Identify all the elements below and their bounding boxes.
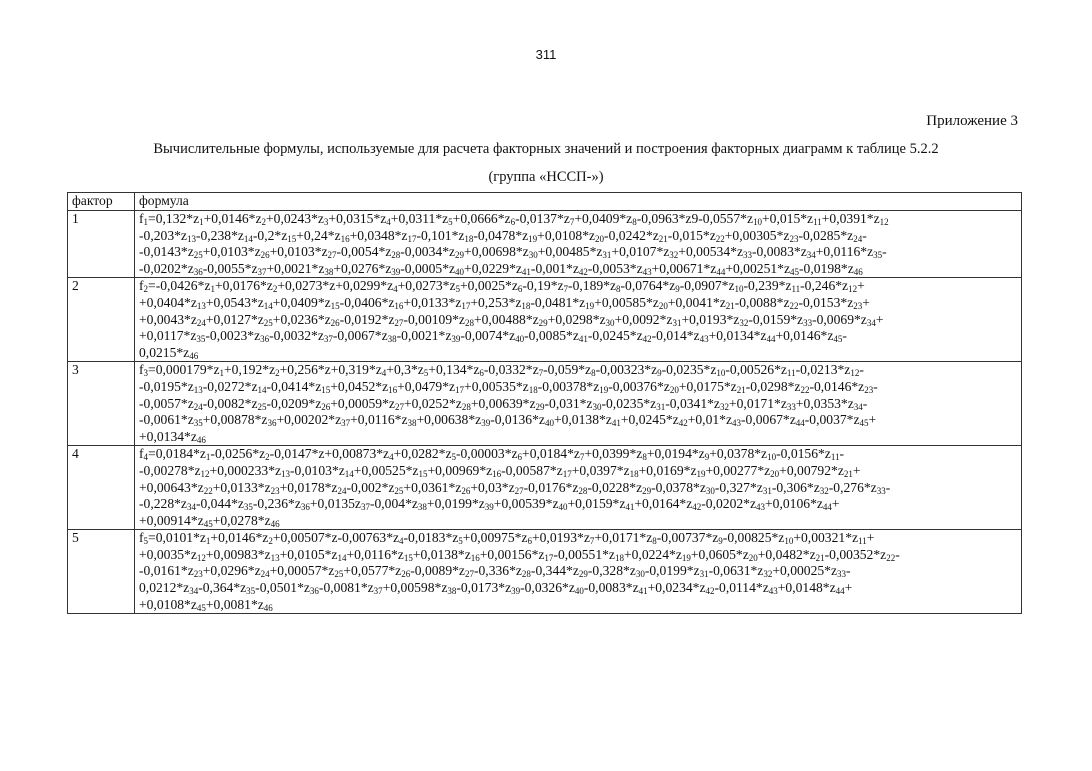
formula-line: $f_5=0,0101*z_1+0,0146*z_2+0,00507*z-0,00763*z_4-0,0183*z_5+0,00975*z_6+0,0193*z_7+0,0171*z_8-0,00737*z_9-0,00825*z_{10}+0,00321*z_{11}+$ [139, 530, 875, 547]
formula-cell [135, 211, 1022, 278]
formula-line: $-0,0202*z_{36}-0,0055*z_{37}+0,0021*z_{38}+0,0276*z_{39}-0,0005*z_{40}+0,0229*z_{41}-0,001*z_{42}-0,0053*z_{43}+0,00671*z_{44}+0,00251*z_{45}-0,0198*z_{46}$ [139, 260, 863, 277]
table-header-row [68, 193, 1022, 211]
table-subcaption: (группа «НССП-») [488, 169, 604, 185]
factor-cell: 1 [68, 211, 135, 278]
formula-cell [135, 530, 1022, 614]
factor-cell: 2 [68, 278, 135, 362]
formula-line: $-0,0161*z_{23}+0,0296*z_{24}+0,00057*z_{25}+0,0577*z_{26}-0,0089*z_{27}-0,336*z_{28}-0,344*z_{29}-0,328*z_{30}-0,0199*z_{31}-0,0631*z_{32}+0,00025*z_{33}-$ [139, 563, 851, 580]
formula-line: $-0,0061*z_{35}+0,00878*z_{36}+0,00202*z_{37}+0,0116*z_{38}+0,00638*z_{39}-0,0136*z_{40}+0,0138*z_{41}+0,0245*z_{42}+0,01*z_{43}-0,0067*z_{44}-0,0037*z_{45}+$ [139, 412, 877, 429]
formula-table [67, 192, 1022, 614]
formula-line: $+0,00643*z_{22}+0,0133*z_{23}+0,0178*z_{24}-0,002*z_{25}+0,0361*z_{26}+0,03*z_{27}-0,0176*z_{28}-0,0228*z_{29}-0,0378*z_{30}-0,327*z_{31}-0,306*z_{32}-0,276*z_{33}-$ [139, 479, 891, 496]
formula-line: $+0,0035*z_{12}+0,00983*z_{13}+0,0105*z_{14}+0,0116*z_{15}+0,0138*z_{16}+0,00156*z_{17}-0,00551*z_{18}+0,0224*z_{19}+0,0605*z_{20}+0,0482*z_{21}-0,00352*z_{22}-$ [139, 546, 900, 563]
header-factor: фактор [68, 193, 135, 211]
formula-line: $-0,228*z_{34}-0,044*z_{35}-0,236*z_{36}+0,0135z_{37}-0,004*z_{38}+0,0199*z_{39}+0,00539*z_{40}+0,0159*z_{41}+0,0164*z_{42}-0,0202*z_{43}+0,0106*z_{44}+$ [139, 496, 840, 513]
formula-line: $+0,00914*z_{45}+0,0278*z_{46}$ [139, 512, 280, 529]
formula-line: $-0,0057*z_{24}-0,0082*z_{25}-0,0209*z_{26}+0,00059*z_{27}+0,0252*z_{28}+0,00639*z_{29}-0,031*z_{30}-0,0235*z_{31}-0,0341*z_{32}+0,0171*z_{33}+0,0353*z_{34}-$ [139, 395, 868, 412]
table-row [68, 278, 1022, 362]
appendix-label: Приложение 3 [926, 113, 1018, 129]
formula-line: $+0,0043*z_{24}+0,0127*z_{25}+0,0236*z_{26}-0,0192*z_{27}-0,00109*z_{28}+0,00488*z_{29}+0,0298*z_{30}+0,0092*z_{31}+0,0193*z_{32}-0,0159*z_{33}-0,0069*z_{34}+$ [139, 311, 884, 328]
formula-line: $+0,0117*z_{35}-0,0023*z_{36}-0,0032*z_{37}-0,0067*z_{38}-0,0021*z_{39}-0,0074*z_{40}-0,0085*z_{41}-0,0245*z_{42}-0,014*z_{43}+0,0134*z_{44}+0,0146*z_{45}-$ [139, 328, 847, 345]
table-row [68, 530, 1022, 614]
formula-line: $+0,0134*z_{46}$ [139, 428, 206, 445]
table-caption: Вычислительные формулы, используемые для расчета факторных значений и построения факторных диаграмм к таблице 5.2.2 [153, 141, 939, 157]
factor-cell: 4 [68, 446, 135, 530]
formula-cell [135, 446, 1022, 530]
table-body [68, 211, 1022, 614]
formula-line: $+0,0108*z_{45}+0,0081*z_{46}$ [139, 596, 273, 613]
formula-line: $f_1=0,132*z_1+0,0146*z_2+0,0243*z_3+0,0315*z_4+0,0311*z_5+0,0666*z_6-0,0137*z_7+0,0409*z_8-0,0963*z9-0,0557*z_{10}+0,015*z_{11}+0,0391*z_{12}$ [139, 211, 889, 227]
formula-line: $f_4=0,0184*z_1-0,0256*z_2-0,0147*z+0,00873*z_4+0,0282*z_5-0,00003*z_6+0,0184*z_7+0,0399*z_8+0,0194*z_9+0,0378*z_{10}-0,0156*z_{11}-$ [139, 446, 845, 463]
formula-line: $f_2=-0,0426*z_1+0,0176*z_2+0,0273*z+0,0299*z_4+0,0273*z_5+0,0025*z_6-0,19*z_7-0,189*z_8-0,0764*z_9-0,0907*z_{10}-0,239*z_{11}-0,246*z_{12}+$ [139, 278, 865, 295]
factor-cell: 5 [68, 530, 135, 614]
header-formula: формула [135, 193, 1022, 211]
formula-line: $-0,0195*z_{13}-0,0272*z_{14}-0,0414*z_{15}+0,0452*z_{16}+0,0479*z_{17}+0,00535*z_{18}-0,00378*z_{19}-0,00376*z_{20}+0,0175*z_{21}-0,0298*z_{22}-0,0146*z_{23}-$ [139, 378, 878, 395]
page-number: 311 [535, 47, 557, 62]
table-row [68, 211, 1022, 278]
table-row [68, 446, 1022, 530]
formula-line: $+0,0404*z_{13}+0,0543*z_{14}+0,0409*z_{15}-0,0406*z_{16}+0,0133*z_{17}+0,253*z_{18}-0,0481*z_{19}+0,00585*z_{20}+0,0041*z_{21}-0,0088*z_{22}-0,0153*z_{23}+$ [139, 294, 870, 311]
formula-line: $-0,203*z_{13}-0,238*z_{14}-0,2*z_{15}+0,24*z_{16}+0,0348*z_{17}-0,101*z_{18}-0,0478*z_{19}+0,0108*z_{20}-0,0242*z_{21}-0,015*z_{22}+0,00305*z_{23}-0,0285*z_{24}-$ [139, 227, 867, 244]
formula-cell [135, 362, 1022, 446]
formula-line: $0,0215*z_{46}$ [139, 344, 199, 361]
formula-line: $0,0212*z_{34}-0,364*z_{35}-0,0501*z_{36}-0,0081*z_{37}+0,00598*z_{38}-0,0173*z_{39}-0,0326*z_{40}-0,0083*z_{41}+0,0234*z_{42}-0,0114*z_{43}+0,0148*z_{44}+$ [139, 580, 853, 597]
factor-cell: 3 [68, 362, 135, 446]
table-row [68, 362, 1022, 446]
formula-line: $-0,00278*z_{12}+0,000233*z_{13}-0,0103*z_{14}+0,00525*z_{15}+0,00969*z_{16}-0,00587*z_{17}+0,0397*z_{18}+0,0169*z_{19}+0,00277*z_{20}+0,00792*z_{21}+$ [139, 462, 861, 479]
formula-line: $-0,0143*z_{25}+0,0103*z_{26}+0,0103*z_{27}-0,0054*z_{28}-0,0034*z_{29}+0,00698*z_{30}+0,00485*z_{31}+0,0107*z_{32}+0,00534*z_{33}-0,0083*z_{34}+0,0116*z_{35}-$ [139, 244, 887, 261]
formula-cell [135, 278, 1022, 362]
formula-line: $f_3=0,000179*z_1+0,192*z_2+0,256*z+0,319*z_4+0,3*z_5+0,134*z_6-0,0332*z_7-0,059*z_8-0,00323*z_9-0,0235*z_{10}-0,00526*z_{11}-0,0213*z_{12}-$ [139, 362, 864, 379]
